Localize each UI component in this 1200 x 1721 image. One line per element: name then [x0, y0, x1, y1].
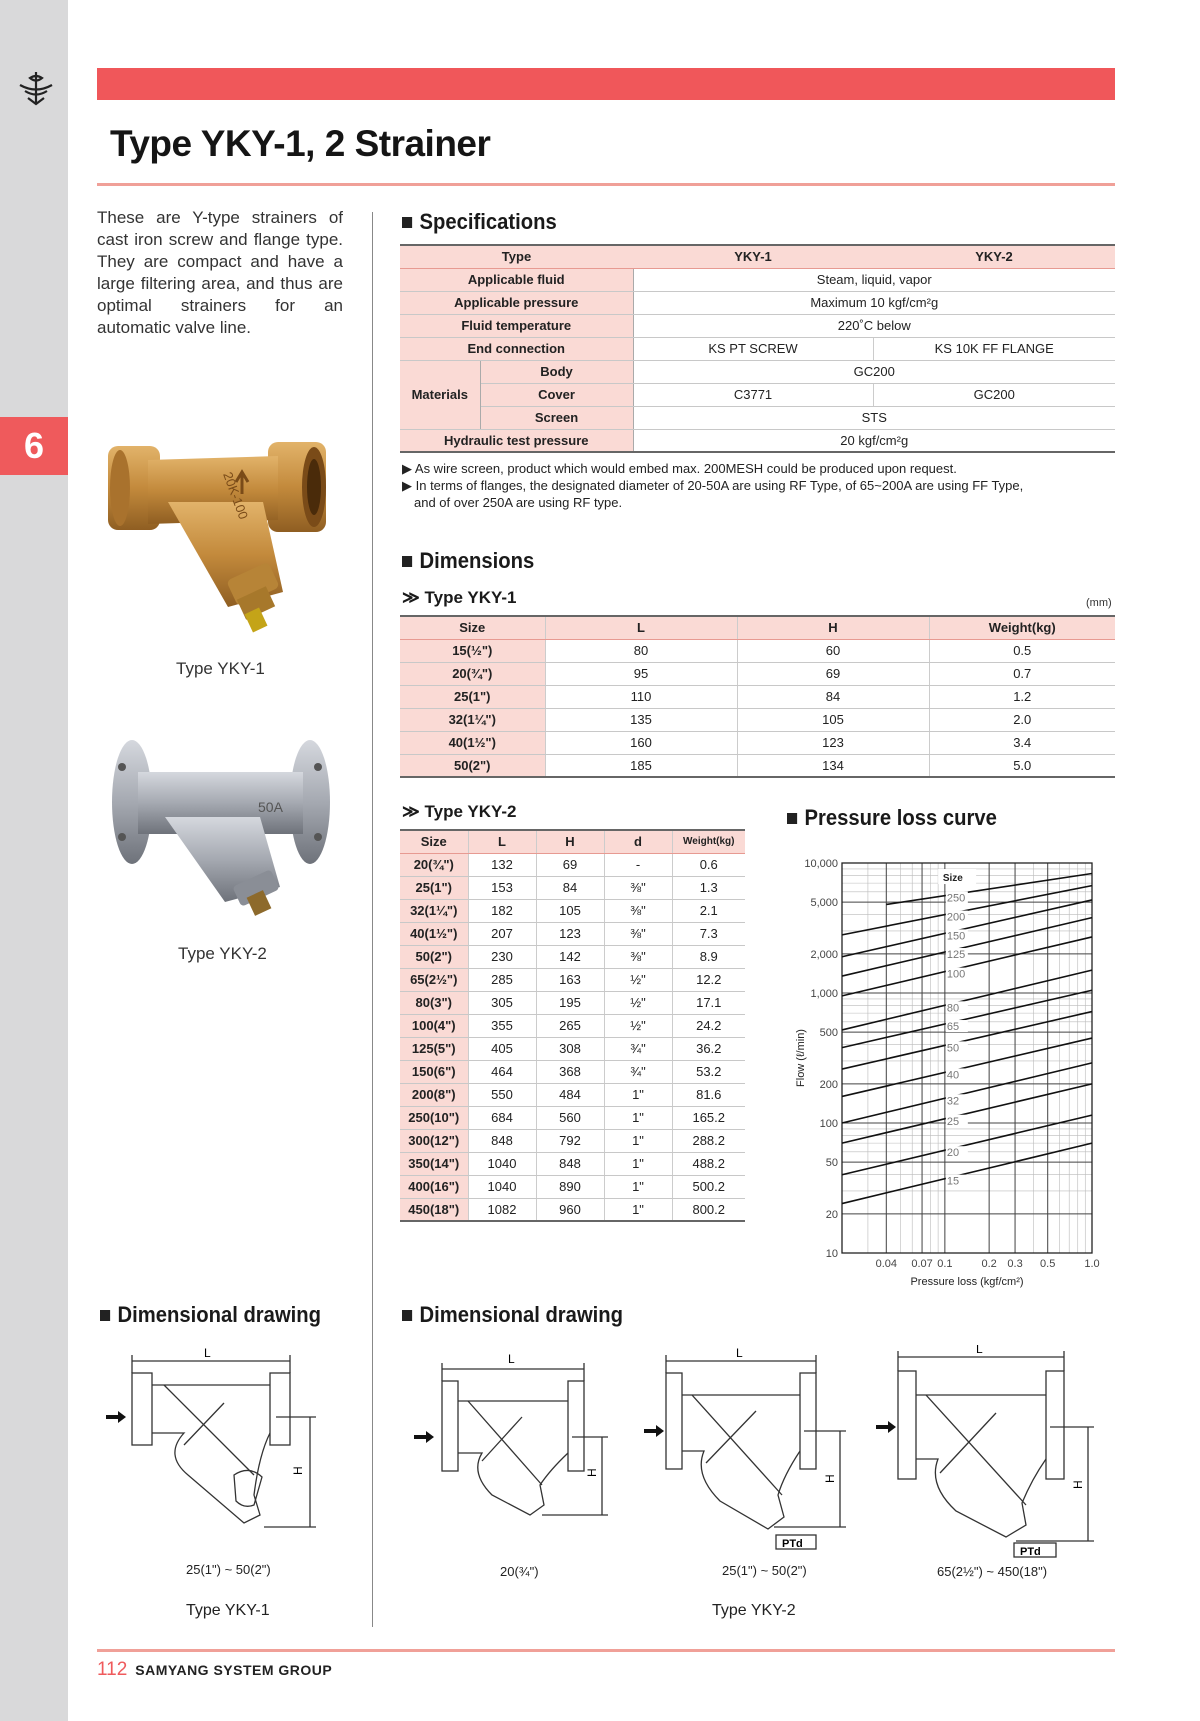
- value-cell: 182: [468, 899, 536, 922]
- unit-label: (mm): [1086, 597, 1112, 609]
- value-cell: 142: [536, 945, 604, 968]
- column-header: L: [545, 616, 737, 639]
- x-tick-label: 1.0: [1084, 1258, 1100, 1270]
- spec-header-yky2: YKY-2: [873, 245, 1115, 268]
- svg-text:H: H: [1071, 1480, 1085, 1489]
- series-label: 65: [946, 1021, 960, 1034]
- series-label: 50: [946, 1042, 960, 1055]
- table-row: [400, 1129, 745, 1152]
- page-title: Type YKY-1, 2 Strainer: [110, 123, 491, 164]
- table-row: [400, 968, 745, 991]
- value-cell: 1.2: [929, 685, 1115, 708]
- series-label: 15: [946, 1175, 960, 1188]
- value-cell: 288.2: [672, 1129, 745, 1152]
- value-cell: 684: [468, 1106, 536, 1129]
- footer-divider: [97, 1649, 1115, 1652]
- svg-text:PTd: PTd: [1020, 1546, 1041, 1558]
- svg-text:20K-100: 20K-100: [220, 469, 252, 522]
- spec-row: Materials Body GC200: [400, 360, 1115, 383]
- table-row: [400, 639, 1115, 662]
- spec-header-yky1: YKY-1: [633, 245, 873, 268]
- value-cell: 1": [604, 1152, 672, 1175]
- table-row: [400, 1037, 745, 1060]
- svg-text:H: H: [823, 1474, 837, 1483]
- svg-text:L: L: [204, 1346, 211, 1360]
- svg-text:H: H: [291, 1466, 305, 1475]
- column-header: d: [604, 830, 672, 853]
- table-header-row: [400, 616, 1115, 639]
- value-cell: 0.7: [929, 662, 1115, 685]
- yky2-drawing-range-1: 20(¾"): [500, 1564, 539, 1579]
- table-row: [400, 1198, 745, 1221]
- table-row: [400, 754, 1115, 777]
- yky1-dimensions-table: [400, 615, 1115, 778]
- dim-drawing-heading-left: Dimensional drawing: [100, 1302, 321, 1328]
- yky1-drawing-caption: Type YKY-1: [186, 1602, 270, 1619]
- value-cell: 24.2: [672, 1014, 745, 1037]
- value-cell: 84: [536, 876, 604, 899]
- value-cell: 69: [536, 853, 604, 876]
- yky2-photo-caption: Type YKY-2: [178, 944, 267, 963]
- value-cell: 1.3: [672, 876, 745, 899]
- column-header: Weight(kg): [672, 830, 745, 853]
- intro-text: These are Y-type strainers of cast iron screw and flange type. They are compact and have a large filtering area, and thus are optimal strainers for an automatic valve line.: [97, 208, 343, 337]
- y-axis-label: Flow (ℓ/min): [795, 1029, 807, 1087]
- value-cell: ½": [604, 1014, 672, 1037]
- table-row: [400, 685, 1115, 708]
- y-tick-label: 2,000: [810, 948, 838, 961]
- y-tick-label: 20: [825, 1208, 838, 1221]
- yky2-drawing-range-2: 25(1") ~ 50(2"): [722, 1563, 807, 1578]
- column-header: Size: [400, 616, 545, 639]
- value-cell: 0.5: [929, 639, 1115, 662]
- size-cell: 20(¾"): [400, 662, 545, 685]
- value-cell: 2.1: [672, 899, 745, 922]
- table-row: [400, 991, 745, 1014]
- size-cell: 50(2"): [400, 945, 468, 968]
- x-tick-label: 0.2: [981, 1258, 997, 1270]
- value-cell: 405: [468, 1037, 536, 1060]
- value-cell: 800.2: [672, 1198, 745, 1221]
- value-cell: 12.2: [672, 968, 745, 991]
- left-sidebar: [0, 0, 68, 1721]
- value-cell: 848: [468, 1129, 536, 1152]
- value-cell: 81.6: [672, 1083, 745, 1106]
- value-cell: 1040: [468, 1152, 536, 1175]
- x-tick-label: 0.07: [911, 1258, 933, 1270]
- value-cell: 488.2: [672, 1152, 745, 1175]
- specifications-table: [400, 244, 1115, 453]
- size-cell: 65(2½"): [400, 968, 468, 991]
- value-cell: 0.6: [672, 853, 745, 876]
- spec-row: Fluid temperature 220˚C below: [400, 314, 1115, 337]
- series-label: 80: [946, 1002, 960, 1015]
- series-line-125: [842, 918, 1092, 976]
- series-label: 150: [946, 930, 966, 943]
- table-row: [400, 1175, 745, 1198]
- value-cell: ¾": [604, 1060, 672, 1083]
- yky2-drawing-small: [412, 1345, 612, 1545]
- value-cell: 848: [536, 1152, 604, 1175]
- y-tick-label: 50: [825, 1157, 838, 1170]
- value-cell: 1": [604, 1083, 672, 1106]
- column-header: H: [737, 616, 929, 639]
- column-header: Size: [400, 830, 468, 853]
- size-cell: 80(3"): [400, 991, 468, 1014]
- table-row: [400, 1060, 745, 1083]
- spec-row: Screen STS: [400, 406, 1115, 429]
- spec-row: Cover C3771 GC200: [400, 383, 1115, 406]
- y-tick-label: 500: [819, 1027, 838, 1040]
- value-cell: 550: [468, 1083, 536, 1106]
- value-cell: 265: [536, 1014, 604, 1037]
- value-cell: ⅜": [604, 899, 672, 922]
- yky1-photo: [108, 432, 328, 637]
- value-cell: 890: [536, 1175, 604, 1198]
- column-header: L: [468, 830, 536, 853]
- yky1-drawing: [104, 1345, 334, 1545]
- value-cell: 207: [468, 922, 536, 945]
- dim-drawing-heading-right: Dimensional drawing: [402, 1302, 623, 1328]
- size-cell: 125(5"): [400, 1037, 468, 1060]
- value-cell: 195: [536, 991, 604, 1014]
- table-row: [400, 922, 745, 945]
- series-label: 200: [946, 911, 966, 924]
- table-row: [400, 662, 1115, 685]
- value-cell: 84: [737, 685, 929, 708]
- specifications-heading: Specifications: [402, 209, 557, 235]
- table-row: [400, 1083, 745, 1106]
- value-cell: -: [604, 853, 672, 876]
- spec-notes: ▶ As wire screen, product which would embed max. 200MESH could be produced upon request. ▶ In terms of flanges, the designated diameter of 20-50A are using RF Type, of 65~200A are using FF Type, and of over 250A are using RF type.: [402, 461, 1024, 510]
- series-label: 40: [946, 1069, 960, 1082]
- pressure-loss-chart: [790, 845, 1110, 1290]
- chapter-tab: 6: [0, 417, 68, 475]
- value-cell: 355: [468, 1014, 536, 1037]
- value-cell: 69: [737, 662, 929, 685]
- series-label: 20: [946, 1147, 960, 1160]
- x-tick-label: 0.1: [937, 1258, 953, 1270]
- svg-text:PTd: PTd: [782, 1538, 803, 1550]
- size-cell: 250(10"): [400, 1106, 468, 1129]
- size-cell: 200(8"): [400, 1083, 468, 1106]
- value-cell: 960: [536, 1198, 604, 1221]
- value-cell: 17.1: [672, 991, 745, 1014]
- size-cell: 40(1½"): [400, 922, 468, 945]
- value-cell: 3.4: [929, 731, 1115, 754]
- size-cell: 50(2"): [400, 754, 545, 777]
- y-tick-label: 100: [819, 1118, 838, 1130]
- value-cell: 464: [468, 1060, 536, 1083]
- title-divider: [97, 183, 1115, 186]
- yky2-dimensions-table: [400, 829, 745, 1222]
- x-tick-label: 0.3: [1007, 1258, 1023, 1270]
- yky2-drawing-range-3: 65(2½") ~ 450(18"): [937, 1564, 1048, 1579]
- size-cell: 450(18"): [400, 1198, 468, 1221]
- value-cell: 484: [536, 1083, 604, 1106]
- table-row: [400, 1014, 745, 1037]
- x-tick-label: 0.5: [1040, 1258, 1056, 1270]
- value-cell: 368: [536, 1060, 604, 1083]
- yky2-drawing-large: [876, 1345, 1101, 1560]
- column-header: H: [536, 830, 604, 853]
- value-cell: 230: [468, 945, 536, 968]
- series-label: 32: [946, 1095, 960, 1108]
- svg-text:L: L: [736, 1346, 743, 1360]
- value-cell: 160: [545, 731, 737, 754]
- svg-text:H: H: [585, 1468, 599, 1477]
- yky1-drawing-range: 25(1") ~ 50(2"): [186, 1562, 271, 1577]
- value-cell: 36.2: [672, 1037, 745, 1060]
- value-cell: ½": [604, 991, 672, 1014]
- y-tick-label: 1,000: [810, 988, 838, 1000]
- table-row: [400, 853, 745, 876]
- size-cell: 32(1¼"): [400, 899, 468, 922]
- size-cell: 150(6"): [400, 1060, 468, 1083]
- value-cell: 60: [737, 639, 929, 662]
- value-cell: 165.2: [672, 1106, 745, 1129]
- series-label: 125: [946, 949, 966, 962]
- value-cell: 1040: [468, 1175, 536, 1198]
- table-row: [400, 731, 1115, 754]
- x-tick-label: 0.04: [875, 1258, 898, 1270]
- value-cell: 1": [604, 1198, 672, 1221]
- value-cell: 185: [545, 754, 737, 777]
- size-cell: 20(¾"): [400, 853, 468, 876]
- yky2-drawing-caption: Type YKY-2: [712, 1602, 796, 1619]
- value-cell: ½": [604, 968, 672, 991]
- dimensions-heading: Dimensions: [402, 548, 534, 574]
- size-cell: 15(½"): [400, 639, 545, 662]
- table-row: [400, 708, 1115, 731]
- value-cell: 1": [604, 1129, 672, 1152]
- value-cell: 285: [468, 968, 536, 991]
- svg-text:L: L: [508, 1352, 515, 1366]
- size-cell: 32(1¼"): [400, 708, 545, 731]
- yky2-dim-heading: ≫ Type YKY-2: [402, 802, 517, 821]
- series-label: 25: [946, 1115, 960, 1128]
- table-row: [400, 876, 745, 899]
- value-cell: 163: [536, 968, 604, 991]
- size-cell: 25(1"): [400, 876, 468, 899]
- samyang-logo-icon: [16, 68, 56, 108]
- value-cell: 53.2: [672, 1060, 745, 1083]
- y-tick-label: 10: [825, 1248, 838, 1260]
- value-cell: 110: [545, 685, 737, 708]
- value-cell: 135: [545, 708, 737, 731]
- value-cell: 123: [737, 731, 929, 754]
- size-cell: 350(14"): [400, 1152, 468, 1175]
- table-row: [400, 1106, 745, 1129]
- value-cell: 308: [536, 1037, 604, 1060]
- value-cell: 80: [545, 639, 737, 662]
- page-number: 112: [97, 1659, 128, 1680]
- size-cell: 40(1½"): [400, 731, 545, 754]
- value-cell: 7.3: [672, 922, 745, 945]
- size-cell: 100(4"): [400, 1014, 468, 1037]
- series-label: 250: [946, 892, 966, 905]
- yky2-drawing-medium: [644, 1345, 854, 1555]
- series-label: 100: [946, 968, 966, 981]
- column-header: Weight(kg): [929, 616, 1115, 639]
- value-cell: 105: [536, 899, 604, 922]
- value-cell: 1": [604, 1106, 672, 1129]
- company-name: SAMYANG SYSTEM GROUP: [135, 1662, 333, 1678]
- value-cell: 134: [737, 754, 929, 777]
- legend-title: Size: [942, 873, 963, 885]
- spec-row: Applicable pressure Maximum 10 kgf/cm²g: [400, 291, 1115, 314]
- value-cell: 792: [536, 1129, 604, 1152]
- value-cell: 2.0: [929, 708, 1115, 731]
- table-header-row: [400, 830, 745, 853]
- table-row: [400, 899, 745, 922]
- yky1-dim-heading: ≫ Type YKY-1: [402, 588, 517, 607]
- header-bar: [97, 68, 1115, 100]
- y-tick-label: 10,000: [804, 858, 838, 870]
- value-cell: 1": [604, 1175, 672, 1198]
- spec-header-row: [400, 245, 1115, 268]
- series-line-100: [842, 937, 1092, 996]
- value-cell: 5.0: [929, 754, 1115, 777]
- size-cell: 400(16"): [400, 1175, 468, 1198]
- table-row: [400, 1152, 745, 1175]
- pressure-loss-heading: Pressure loss curve: [787, 805, 997, 831]
- value-cell: 105: [737, 708, 929, 731]
- y-tick-label: 5,000: [810, 897, 838, 910]
- y-tick-label: 200: [819, 1078, 838, 1091]
- yky2-photo: [110, 737, 332, 922]
- value-cell: 560: [536, 1106, 604, 1129]
- spec-row: Applicable fluid Steam, liquid, vapor: [400, 268, 1115, 291]
- value-cell: 8.9: [672, 945, 745, 968]
- table-row: [400, 945, 745, 968]
- size-cell: 25(1"): [400, 685, 545, 708]
- value-cell: ⅜": [604, 876, 672, 899]
- value-cell: 153: [468, 876, 536, 899]
- spec-header-type: Type: [400, 245, 633, 268]
- value-cell: 1082: [468, 1198, 536, 1221]
- yky1-photo-caption: Type YKY-1: [176, 659, 265, 678]
- value-cell: ⅜": [604, 945, 672, 968]
- value-cell: 500.2: [672, 1175, 745, 1198]
- value-cell: 123: [536, 922, 604, 945]
- size-cell: 300(12"): [400, 1129, 468, 1152]
- spec-row: Hydraulic test pressure 20 kgf/cm²g: [400, 429, 1115, 452]
- svg-text:L: L: [976, 1345, 983, 1356]
- value-cell: 95: [545, 662, 737, 685]
- value-cell: 132: [468, 853, 536, 876]
- value-cell: ¾": [604, 1037, 672, 1060]
- value-cell: 305: [468, 991, 536, 1014]
- svg-text:50A: 50A: [258, 799, 283, 815]
- x-axis-label: Pressure loss (kgf/cm²): [910, 1276, 1024, 1288]
- value-cell: ⅜": [604, 922, 672, 945]
- spec-row: End connection KS PT SCREW KS 10K FF FLANGE: [400, 337, 1115, 360]
- footer: [97, 1659, 332, 1681]
- column-divider: [372, 212, 373, 1627]
